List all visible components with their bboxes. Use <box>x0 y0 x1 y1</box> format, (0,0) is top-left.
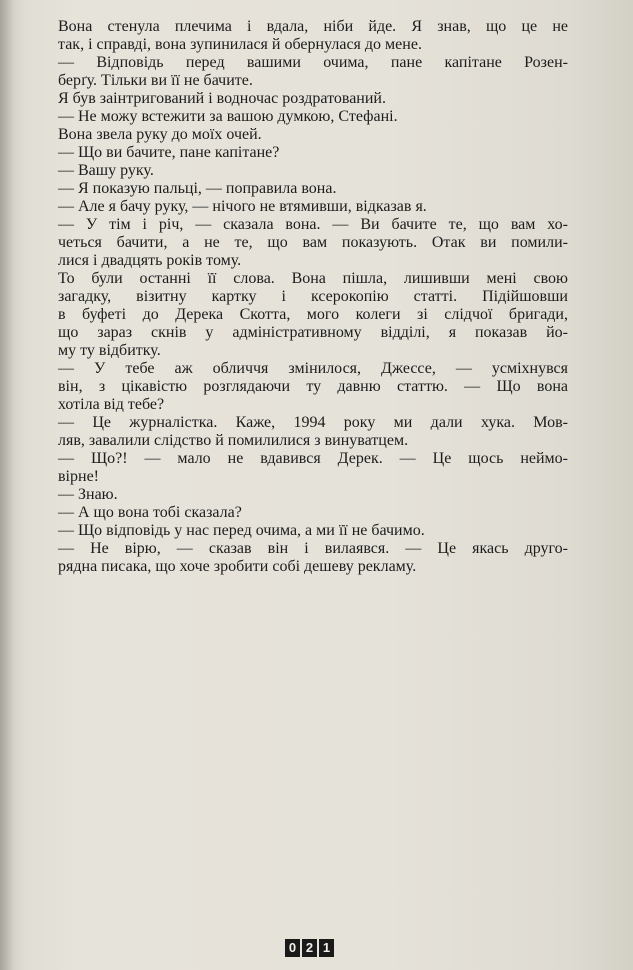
text-line: — Що ви бачите, пане капітане? <box>58 144 280 161</box>
text-line: му ту відбитку. <box>58 342 161 359</box>
body-text <box>58 18 568 576</box>
text-line: що зараз скнів у адміністративному відділі, я показав йо- <box>58 324 568 341</box>
text-line: берґу. Тільки ви її не бачите. <box>58 72 253 89</box>
page-number-digit: 1 <box>319 939 334 957</box>
text-line: рядна писака, що хоче зробити собі дешеву рекламу. <box>58 558 417 575</box>
text-line: — Я показую пальці, — поправила вона. <box>58 180 337 197</box>
text-line: ляв, завалили слідство й помилилися з винуватцем. <box>58 432 409 449</box>
text-line: — Вашу руку. <box>58 162 154 179</box>
page-number-digit: 0 <box>285 939 300 957</box>
text-line: Вона стенула плечима і вдала, ніби йде. Я знав, що це не <box>58 18 568 35</box>
text-line: загадку, візитну картку і ксерокопію статті. Підійшовши <box>58 288 568 305</box>
text-line: — Що відповідь у нас перед очима, а ми її не бачимо. <box>58 522 425 539</box>
text-line: — Але я бачу руку, — нічого не втямивши, відказав я. <box>58 198 427 215</box>
page-number-digit: 2 <box>302 939 317 957</box>
text-line: — Знаю. <box>58 486 118 503</box>
text-line: Вона звела руку до моїх очей. <box>58 126 262 143</box>
text-line: — Не вірю, — сказав він і вилаявся. — Це якась друго- <box>58 540 568 557</box>
text-line: в буфеті до Дерека Скотта, мого колеги зі слідчої бригади, <box>58 306 568 323</box>
text-line: — У тебе аж обличчя змінилося, Джессе, — усміхнувся <box>58 360 568 377</box>
text-line: — Що?! — мало не вдавився Дерек. — Це щось неймо- <box>58 450 568 467</box>
binding-shadow <box>0 0 14 970</box>
text-line: — У тім і річ, — сказала вона. — Ви бачите те, що вам хо- <box>58 216 568 233</box>
text-line: — А що вона тобі сказала? <box>58 504 242 521</box>
text-line: — Не можу встежити за вашою думкою, Стефані. <box>58 108 398 125</box>
text-line: лися і двадцять років тому. <box>58 252 242 269</box>
text-line: вірне! <box>58 468 99 485</box>
text-line: То були останні її слова. Вона пішла, лишивши мені свою <box>58 270 568 287</box>
text-line: він, з цікавістю розглядаючи ту давню статтю. — Що вона <box>58 378 568 395</box>
text-line: так, і справді, вона зупинилася й обернулася до мене. <box>58 36 422 53</box>
text-line: четься бачити, а не те, що вам показують. Отак ви помили- <box>58 234 568 251</box>
text-line: хотіла від тебе? <box>58 396 165 413</box>
text-line: Я був заінтригований і водночас роздратований. <box>58 90 386 107</box>
text-line: — Відповідь перед вашими очима, пане капітане Розен- <box>58 54 568 71</box>
page-number <box>285 939 334 957</box>
text-line: — Це журналістка. Каже, 1994 року ми дали хука. Мов- <box>58 414 568 431</box>
